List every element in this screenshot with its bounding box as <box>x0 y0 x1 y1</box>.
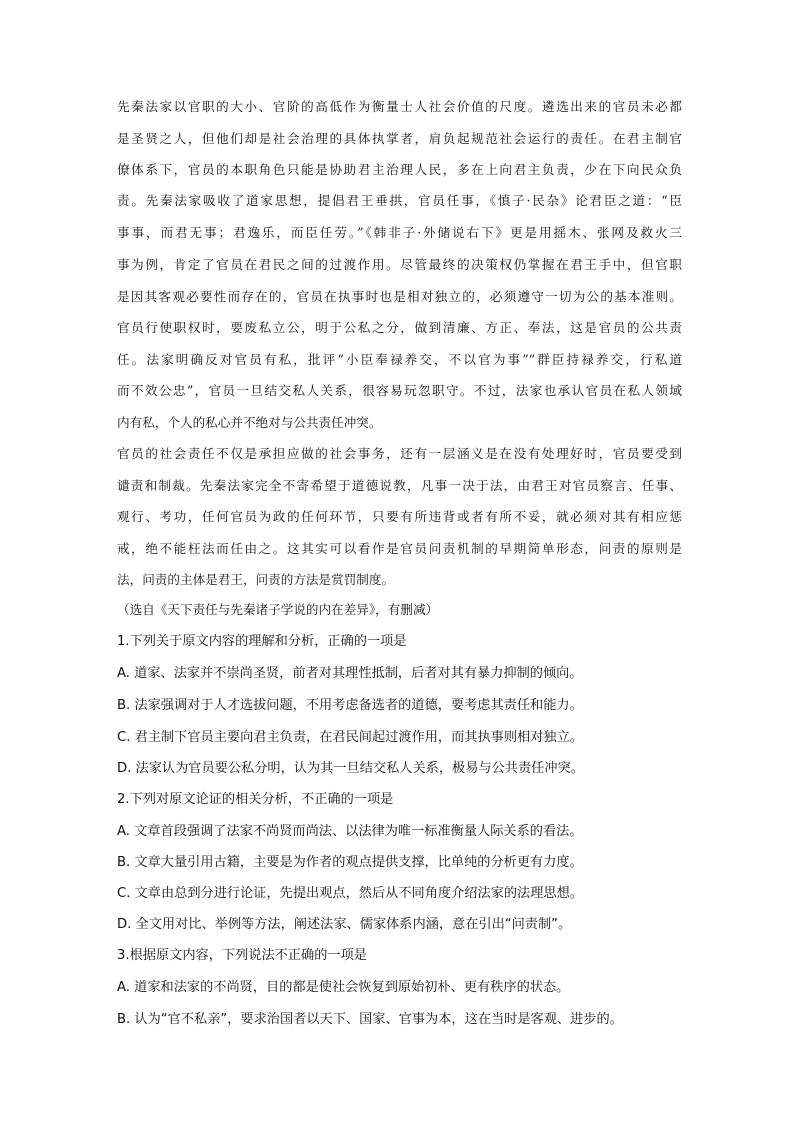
passage-line: 任。法家明确反对官员有私，批评“小臣奉禄养交，不以官为事”“群臣持禄养交，行私道 <box>117 352 682 367</box>
passage-line: 而不效公忠”，官员一旦结交私人关系，很容易玩忽职守。不过，法家也承认官员在私人领域 <box>117 383 682 398</box>
passage-line: 事事，而君无事；君逸乐，而臣任劳。”《韩非子·外储说右下》更是用摇木、张网及救火三 <box>117 225 682 240</box>
passage-line: 是圣贤之人，但他们却是社会治理的具体执掌者，肩负起规范社会运行的责任。在君主制官 <box>117 131 682 146</box>
option-b: B. 文章大量引用古籍，主要是为作者的观点提供支撑，比单纯的分析更有力度。 <box>117 855 583 870</box>
passage-line: 内有私，个人的私心并不绝对与公共责任冲突。 <box>117 415 382 430</box>
option-d: D. 法家认为官员要公私分明，认为其一旦结交私人关系，极易与公共责任冲突。 <box>117 761 584 776</box>
question-stem: 3.根据原文内容，下列说法不正确的一项是 <box>117 948 367 963</box>
option-d: D. 全文用对比、举例等方法，阐述法家、儒家体系内涵，意在引出“问责制”。 <box>117 917 572 932</box>
passage-line: 谴责和制裁。先秦法家完全不寄希望于道德说教，凡事一决于法，由君王对官员察言、任事、 <box>117 478 682 493</box>
question-stem: 1.下列关于原文内容的理解和分析，正确的一项是 <box>117 634 407 649</box>
passage-line: 观行、考功，任何官员为政的任何环节，只要有所违背或者有所不妥，就必须对其有相应惩 <box>117 509 682 524</box>
option-a: A. 文章首段强调了法家不尚贤而尚法、以法律为唯一标准衡量人际关系的看法。 <box>117 824 583 839</box>
option-a: A. 道家和法家的不尚贤，目的都是使社会恢复到原始初朴、更有秩序的状态。 <box>117 980 570 995</box>
passage-line: 事为例，肯定了官员在君民之间的过渡作用。尽管最终的决策权仍掌握在君王手中，但官职 <box>117 257 682 272</box>
option-b: B. 法家强调对于人才选拔问题，不用考虑备选者的道德，要考虑其责任和能力。 <box>117 698 583 713</box>
passage-line: 先秦法家以官职的大小、官阶的高低作为衡量士人社会价值的尺度。遴选出来的官员未必都 <box>117 99 682 114</box>
option-a: A. 道家、法家并不崇尚圣贤，前者对其理性抵制，后者对其有暴力抑制的倾向。 <box>117 666 583 681</box>
passage-line: 官员行使职权时，要废私立公，明于公私之分，做到清廉、方正、奉法，这是官员的公共责 <box>117 320 682 335</box>
question-stem: 2.下列对原文论证的相关分析，不正确的一项是 <box>117 792 394 807</box>
passage-line: 僚体系下，官员的本职角色只能是协助君主治理人民，多在上向君主负责，少在下向民众负 <box>117 162 682 177</box>
passage-line: 戒，绝不能枉法而任由之。这其实可以看作是官员问责机制的早期简单形态，问责的原则是 <box>117 541 682 556</box>
option-c: C. 君主制下官员主要向君主负责，在君民间起过渡作用，而其执事则相对独立。 <box>117 730 583 745</box>
passage-line: 责。先秦法家吸收了道家思想，提倡君王垂拱，官员任事，《慎子·民杂》论君臣之道：“臣 <box>117 193 682 208</box>
passage-line: 是因其客观必要性而存在的，官员在执事时也是相对独立的，必须遵守一切为公的基本准则。 <box>117 289 682 304</box>
option-b: B. 认为“官不私亲”，要求治国者以天下、国家、官事为本，这在当时是客观、进步的。 <box>117 1012 623 1027</box>
option-c: C. 文章由总到分进行论证，先提出观点，然后从不同角度介绍法家的法理思想。 <box>117 886 583 901</box>
passage-line: 法，问责的主体是君王，问责的方法是赏罚制度。 <box>117 572 395 587</box>
passage-line: 官员的社会责任不仅是承担应做的社会事务，还有一层涵义是在没有处理好时，官员要受到 <box>117 446 682 461</box>
passage-source: （选自《天下责任与先秦诸子学说的内在差异》，有删减） <box>117 602 439 617</box>
